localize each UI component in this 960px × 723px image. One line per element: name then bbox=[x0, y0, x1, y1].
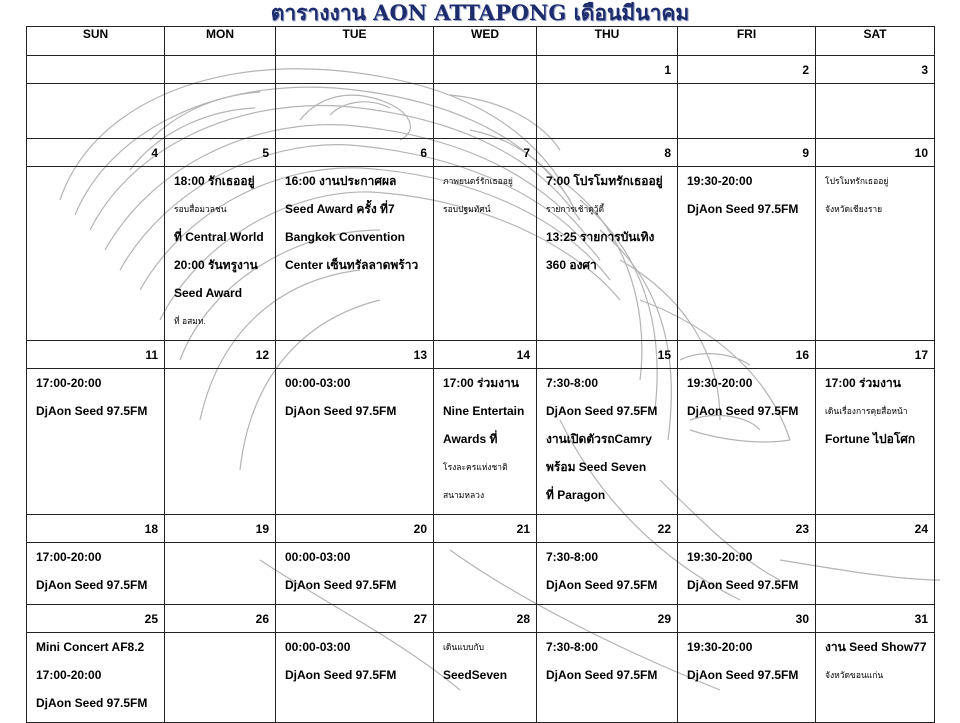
date-cell: 2 bbox=[678, 56, 816, 84]
date-cell: 15 bbox=[537, 341, 678, 369]
date-cell: 3 bbox=[816, 56, 935, 84]
date-cell: 28 bbox=[434, 605, 537, 633]
event-row bbox=[27, 167, 935, 341]
date-cell: 22 bbox=[537, 515, 678, 543]
date-cell: 6 bbox=[276, 139, 434, 167]
event-cell bbox=[27, 633, 165, 723]
date-cell: 4 bbox=[27, 139, 165, 167]
event-cell bbox=[27, 543, 165, 605]
event-cell bbox=[276, 167, 434, 341]
event-row bbox=[27, 369, 935, 515]
event-line: 17:00-20:00 bbox=[36, 550, 102, 564]
event-line: 17:00-20:00 bbox=[36, 668, 102, 682]
event-line: Nine Entertain bbox=[443, 404, 525, 418]
date-cell: 1 bbox=[537, 56, 678, 84]
event-line: DjAon Seed 97.5FM bbox=[285, 578, 397, 592]
event-cell bbox=[678, 633, 816, 723]
event-line: พร้อม Seed Seven bbox=[546, 460, 647, 474]
event-line: 17:00-20:00 bbox=[36, 376, 102, 390]
event-line: DjAon Seed 97.5FM bbox=[36, 404, 148, 418]
event-line: โรงละครแห่งชาติ bbox=[443, 462, 508, 472]
event-cell bbox=[165, 633, 276, 723]
event-line: 19:30-20:00 bbox=[687, 174, 753, 188]
event-line: 00:00-03:00 bbox=[285, 640, 351, 654]
event-line: Bangkok Convention bbox=[285, 230, 406, 244]
event-cell bbox=[678, 167, 816, 341]
event-line: DjAon Seed 97.5FM bbox=[285, 668, 397, 682]
event-cell bbox=[537, 167, 678, 341]
event-line: Center เซ็นทรัลลาดพร้าว bbox=[285, 258, 419, 272]
event-cell bbox=[276, 633, 434, 723]
event-line: เดินเรื่องการคุยสื่อหน้า bbox=[825, 406, 908, 416]
event-line: สนามหลวง bbox=[443, 490, 485, 500]
event-line: DjAon Seed 97.5FM bbox=[285, 404, 397, 418]
event-cell bbox=[276, 369, 434, 515]
event-cell bbox=[434, 633, 537, 723]
date-cell: 20 bbox=[276, 515, 434, 543]
date-cell: 21 bbox=[434, 515, 537, 543]
event-line: รอบสื่อมวลชน bbox=[174, 204, 227, 214]
event-cell bbox=[537, 369, 678, 515]
weekday-header-wed: WED bbox=[434, 27, 537, 56]
date-cell: 12 bbox=[165, 341, 276, 369]
event-line: 00:00-03:00 bbox=[285, 376, 351, 390]
event-cell bbox=[434, 84, 537, 139]
date-cell: 18 bbox=[27, 515, 165, 543]
weekday-header-thu: THU bbox=[537, 27, 678, 56]
event-line: DjAon Seed 97.5FM bbox=[546, 578, 658, 592]
event-line: 7:30-8:00 bbox=[546, 376, 599, 390]
date-cell: 11 bbox=[27, 341, 165, 369]
event-cell bbox=[276, 543, 434, 605]
event-cell bbox=[678, 369, 816, 515]
date-cell: 30 bbox=[678, 605, 816, 633]
event-row bbox=[27, 543, 935, 605]
weekday-header-tue: TUE bbox=[276, 27, 434, 56]
event-line: 360 องศา bbox=[546, 258, 597, 272]
event-line: รายการเช้าดูวู้ดี้ bbox=[546, 204, 605, 214]
event-cell bbox=[27, 84, 165, 139]
date-cell: 13 bbox=[276, 341, 434, 369]
date-cell: 23 bbox=[678, 515, 816, 543]
date-cell: 17 bbox=[816, 341, 935, 369]
event-line: 17:00 ร่วมงาน bbox=[443, 376, 519, 390]
event-line: งาน Seed Show77 bbox=[825, 640, 927, 654]
weekday-header-sat: SAT bbox=[816, 27, 935, 56]
event-line: Seed Award bbox=[174, 286, 243, 300]
date-cell: 31 bbox=[816, 605, 935, 633]
event-row bbox=[27, 84, 935, 139]
event-cell bbox=[434, 167, 537, 341]
date-row bbox=[27, 605, 935, 633]
date-row bbox=[27, 139, 935, 167]
event-line: 17:00 ร่วมงาน bbox=[825, 376, 901, 390]
event-row bbox=[27, 633, 935, 723]
event-cell bbox=[816, 633, 935, 723]
event-line: จังหวัดขอนแก่น bbox=[825, 670, 884, 680]
weekday-header-mon: MON bbox=[165, 27, 276, 56]
event-line: รอบปฐมทัศน์ bbox=[443, 204, 491, 214]
weekday-header-fri: FRI bbox=[678, 27, 816, 56]
date-cell: 27 bbox=[276, 605, 434, 633]
event-line: โปรโมทรักเธออยู่ bbox=[825, 176, 889, 186]
date-cell bbox=[434, 56, 537, 84]
event-line: 19:30-20:00 bbox=[687, 376, 753, 390]
event-line: DjAon Seed 97.5FM bbox=[687, 404, 799, 418]
event-cell bbox=[165, 84, 276, 139]
date-cell: 7 bbox=[434, 139, 537, 167]
event-line: 20:00 รันทรูงาน bbox=[174, 258, 258, 272]
date-cell: 5 bbox=[165, 139, 276, 167]
event-line: งานเปิดตัวรถCamry bbox=[546, 432, 652, 446]
event-cell bbox=[816, 369, 935, 515]
event-line: จังหวัดเชียงราย bbox=[825, 204, 883, 214]
event-line: 7:00 โปรโมทรักเธออยู่ bbox=[546, 174, 663, 188]
date-cell: 24 bbox=[816, 515, 935, 543]
event-cell bbox=[678, 84, 816, 139]
date-cell: 19 bbox=[165, 515, 276, 543]
event-line: Seed Award ครั้ง ที่7 bbox=[285, 202, 395, 216]
event-cell bbox=[27, 167, 165, 341]
date-row bbox=[27, 515, 935, 543]
event-line: 7:30-8:00 bbox=[546, 640, 599, 654]
event-cell bbox=[276, 84, 434, 139]
event-line: DjAon Seed 97.5FM bbox=[546, 668, 658, 682]
date-cell: 16 bbox=[678, 341, 816, 369]
date-cell: 29 bbox=[537, 605, 678, 633]
event-cell bbox=[816, 543, 935, 605]
event-line: SeedSeven bbox=[443, 668, 508, 682]
event-line: DjAon Seed 97.5FM bbox=[687, 578, 799, 592]
event-cell bbox=[537, 633, 678, 723]
calendar-table bbox=[26, 26, 935, 723]
date-cell: 9 bbox=[678, 139, 816, 167]
event-line: ที่ อสมท. bbox=[174, 316, 206, 326]
event-cell bbox=[165, 167, 276, 341]
event-line: DjAon Seed 97.5FM bbox=[36, 696, 148, 710]
event-cell bbox=[537, 84, 678, 139]
date-cell: 10 bbox=[816, 139, 935, 167]
event-line: DjAon Seed 97.5FM bbox=[36, 578, 148, 592]
event-line: เดินแบบกับ bbox=[443, 642, 485, 652]
event-line: ที่ Central World bbox=[174, 230, 264, 244]
event-line: Mini Concert AF8.2 bbox=[36, 640, 145, 654]
weekday-header-row bbox=[27, 27, 935, 56]
date-cell bbox=[276, 56, 434, 84]
date-cell: 25 bbox=[27, 605, 165, 633]
event-cell bbox=[537, 543, 678, 605]
event-line: DjAon Seed 97.5FM bbox=[687, 668, 799, 682]
date-cell: 8 bbox=[537, 139, 678, 167]
event-line: 7:30-8:00 bbox=[546, 550, 599, 564]
event-line: Fortune ไปอโศก bbox=[825, 432, 916, 446]
date-cell: 14 bbox=[434, 341, 537, 369]
event-cell bbox=[678, 543, 816, 605]
event-line: DjAon Seed 97.5FM bbox=[546, 404, 658, 418]
event-cell bbox=[434, 543, 537, 605]
event-line: ที่ Paragon bbox=[546, 488, 606, 502]
event-line: Awards ที่ bbox=[443, 432, 498, 446]
event-line: DjAon Seed 97.5FM bbox=[687, 202, 799, 216]
date-cell bbox=[165, 56, 276, 84]
event-line: 18:00 รักเธออยู่ bbox=[174, 174, 255, 188]
event-cell bbox=[165, 369, 276, 515]
event-line: 16:00 งานประกาศผล bbox=[285, 174, 397, 188]
date-row bbox=[27, 341, 935, 369]
date-row bbox=[27, 56, 935, 84]
event-cell bbox=[27, 369, 165, 515]
page-title: ตารางงาน AON ATTAPONG เดือนมีนาคม bbox=[270, 0, 690, 25]
event-cell bbox=[165, 543, 276, 605]
weekday-header-sun: SUN bbox=[27, 27, 165, 56]
event-cell bbox=[434, 369, 537, 515]
event-line: 00:00-03:00 bbox=[285, 550, 351, 564]
event-line: 13:25 รายการบันเทิง bbox=[546, 230, 655, 244]
event-line: 19:30-20:00 bbox=[687, 640, 753, 654]
event-line: ภาพยนตร์รักเธออยู่ bbox=[443, 176, 513, 186]
event-cell bbox=[816, 84, 935, 139]
event-cell bbox=[816, 167, 935, 341]
date-cell bbox=[27, 56, 165, 84]
date-cell: 26 bbox=[165, 605, 276, 633]
event-line: 19:30-20:00 bbox=[687, 550, 753, 564]
